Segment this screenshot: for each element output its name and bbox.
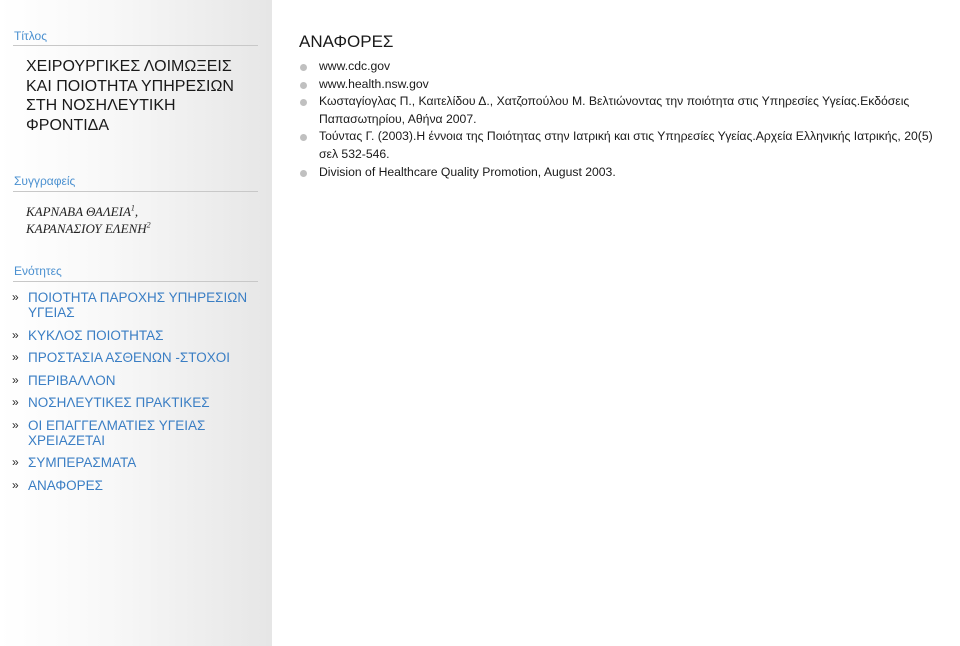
nav-item-quality-cycle[interactable] xyxy=(12,328,264,343)
chevron-right-icon: » xyxy=(12,350,19,364)
author-2 xyxy=(26,220,258,237)
author-name: ΚΑΡΝΑΒΑ ΘΑΛΕΙΑ xyxy=(26,204,131,219)
reference-item xyxy=(299,164,954,182)
chevron-right-icon: » xyxy=(12,417,19,432)
nav-item-health-professionals[interactable] xyxy=(12,418,264,448)
bullet-icon xyxy=(300,64,307,71)
nav-item-label: ΠΡΟΣΤΑΣΙΑ ΑΣΘΕΝΩΝ -ΣΤΟΧΟΙ xyxy=(28,350,231,365)
nav-item-references[interactable] xyxy=(12,478,264,493)
sections-label: Ενότητες xyxy=(14,264,62,278)
reference-item xyxy=(299,76,954,94)
chevron-right-icon: » xyxy=(12,290,19,304)
reference-text: Τούντας Γ. (2003).Η έννοια της Ποιότητας στην Ιατρική και στις Υπηρεσίες Υγείας.Αρχεία Ελληνικής Ιατρικής, 20(5) σελ 532-546. xyxy=(319,129,933,161)
nav-item-label: ΠΕΡΙΒΑΛΛΟΝ xyxy=(28,372,116,388)
references-list xyxy=(299,58,954,181)
sidebar xyxy=(0,0,272,646)
nav-item-conclusions[interactable] xyxy=(12,455,264,470)
nav-item-nursing-practices[interactable] xyxy=(12,395,264,410)
reference-item xyxy=(299,128,954,163)
nav-item-label: ΟΙ ΕΠΑΓΓΕΛΜΑΤΙΕΣ ΥΓΕΙΑΣ ΧΡΕΙΑΖΕΤΑΙ xyxy=(28,417,206,448)
title-divider xyxy=(13,45,258,46)
nav-item-label: ΚΥΚΛΟΣ ΠΟΙΟΤΗΤΑΣ xyxy=(28,327,164,343)
nav-item-label: ΣΥΜΠΕΡΑΣΜΑΤΑ xyxy=(28,455,137,470)
document-title: ΧΕΙΡΟΥΡΓΙΚΕΣ ΛΟΙΜΩΞΕΙΣ ΚΑΙ ΠΟΙΟΤΗΤΑ ΥΠΗΡΕΣΙΩΝ ΣΤΗ ΝΟΣΗΛΕΥΤΙΚΗ ΦΡΟΝΤΙΔΑ xyxy=(26,58,234,134)
nav-item-label: ΑΝΑΦΟΡΕΣ xyxy=(28,477,103,493)
bullet-icon xyxy=(300,170,307,177)
nav-item-patient-protection[interactable] xyxy=(12,350,264,365)
nav-item-environment[interactable] xyxy=(12,373,264,388)
bullet-icon xyxy=(300,99,307,106)
reference-text: www.health.nsw.gov xyxy=(319,76,429,91)
nav-item-label: ΝΟΣΗΛΕΥΤΙΚΕΣ ΠΡΑΚΤΙΚΕΣ xyxy=(28,395,210,410)
authors-list xyxy=(26,203,258,237)
bullet-icon xyxy=(300,82,307,89)
nav-item-quality[interactable] xyxy=(12,290,264,320)
author-1 xyxy=(26,203,258,220)
chevron-right-icon: » xyxy=(12,455,19,469)
page-title: ΑΝΑΦΟΡΕΣ xyxy=(299,32,394,51)
chevron-right-icon: » xyxy=(12,327,19,342)
main-content xyxy=(299,32,954,181)
sections-divider xyxy=(13,281,258,282)
reference-text: Division of Healthcare Quality Promotion, August 2003. xyxy=(319,164,616,179)
authors-section-label: Συγγραφείς xyxy=(14,174,76,188)
reference-text: Κωσταγίογλας Π., Καιτελίδου Δ., Χατζοπούλου Μ. Βελτιώνοντας την ποιότητα στις Υπηρεσίες Υγείας.Εκδόσεις Παπασωτηρίου, Αθήνα 2007. xyxy=(319,94,910,126)
author-affiliation: 1 xyxy=(130,203,135,213)
author-name: ΚΑΡΑΝΑΣΙΟΥ ΕΛΕΝΗ xyxy=(26,221,147,236)
reference-item xyxy=(299,58,954,76)
chevron-right-icon: » xyxy=(12,395,19,409)
chevron-right-icon: » xyxy=(12,372,19,387)
bullet-icon xyxy=(300,134,307,141)
chevron-right-icon: » xyxy=(12,477,19,492)
author-affiliation: 2 xyxy=(146,220,151,230)
reference-text: www.cdc.gov xyxy=(319,59,391,73)
section-nav xyxy=(12,290,264,500)
title-section-label: Τίτλος xyxy=(14,29,48,43)
nav-item-label: ΠΟΙΟΤΗΤΑ ΠΑΡΟΧΗΣ ΥΠΗΡΕΣΙΩΝ ΥΓΕΙΑΣ xyxy=(28,290,248,320)
reference-item xyxy=(299,93,954,128)
author-separator: , xyxy=(134,204,139,219)
authors-divider xyxy=(13,191,258,192)
